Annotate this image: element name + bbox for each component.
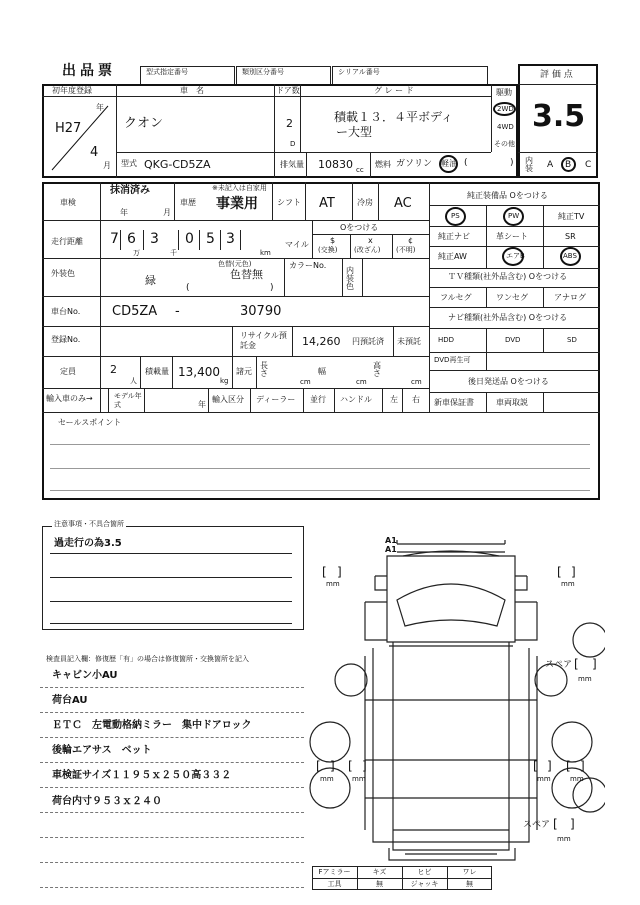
mm-spare-front: mm — [578, 675, 592, 683]
first-reg-year: H27 — [55, 121, 82, 136]
tv-analog: アナログ — [554, 293, 586, 302]
a1-label-1: A1 — [385, 536, 397, 545]
first-reg-label: 初年度登録 — [52, 86, 92, 95]
handle-label: ハンドル — [340, 395, 372, 404]
doors-value: 2 — [286, 117, 293, 130]
reg-no-label: 登録No. — [51, 335, 81, 344]
dealer-label: ディーラー — [256, 395, 296, 404]
capacity-value: 2 — [110, 363, 117, 376]
form-title: 出品票 — [62, 63, 116, 79]
mm-rear-right-1: mm — [537, 775, 551, 783]
fuel-label: 燃料 — [375, 160, 391, 169]
spare-front-label: スペア — [545, 660, 573, 670]
tv-title: ＴＶ種類(社外品含む) Oをつける — [448, 272, 568, 281]
navi-dvd: DVD — [505, 336, 521, 344]
mm-spare-rear: mm — [557, 835, 571, 843]
score-value: 3.5 — [532, 99, 586, 134]
doors-label: ドア数 — [276, 86, 300, 95]
inspector-label: 検査員記入欄：修復歴「有」の場合は修復箇所・交換箇所を記入 — [46, 655, 249, 663]
recycle-value: 14,260 — [302, 335, 341, 348]
inspector-line-1: キャビン小AU — [52, 670, 118, 681]
fuel-light-oil: 軽油 — [441, 159, 457, 168]
chassis-label: 車台No. — [51, 307, 81, 316]
mm-rear-left-2: mm — [352, 775, 366, 783]
equip-airbag: エアB — [506, 252, 525, 260]
mm-rear-left-1: mm — [320, 775, 334, 783]
recycle-label: リサイクル預託金 — [240, 331, 287, 350]
grade-value-1: 積載１３．４平ボディ — [334, 110, 454, 124]
bottom-value-1: 工具 — [327, 879, 342, 888]
length-label: 長さ — [260, 361, 268, 378]
height-label: 高さ — [373, 361, 381, 378]
inspect-label: 車検 — [60, 198, 76, 207]
score-label: 評 価 点 — [540, 70, 573, 80]
mileage-digit-1: 7 — [110, 231, 119, 247]
inspector-line-3: ＥＴＣ 左電動格納ミラー 集中ドアロック — [52, 720, 252, 731]
ac-value: AC — [394, 196, 412, 211]
mileage-label: 走行距離 — [51, 237, 83, 246]
drive-other: その他 — [494, 140, 515, 148]
dims-label: 諸元 — [236, 367, 252, 376]
a1-label-2: A1 — [385, 545, 397, 554]
displacement-label: 排気量 — [280, 160, 304, 169]
displacement-value: 10830 — [318, 158, 353, 171]
interior-color-label: 内装色 — [346, 266, 354, 291]
mileage-digit-2: 6 — [127, 231, 136, 247]
recycle-done: 円預託済 — [352, 337, 384, 346]
model-label: 型式 — [121, 159, 137, 168]
mileage-digit-4: 0 — [185, 231, 194, 247]
shift-value: AT — [319, 196, 335, 211]
dvd-play: DVD再生可 — [434, 356, 471, 364]
first-reg-month: 4 — [90, 145, 99, 160]
bottom-header-2: キズ — [372, 867, 387, 876]
mm-front-right: mm — [561, 580, 575, 588]
capacity-label: 定員 — [60, 367, 76, 376]
recolor-label: 色替(元色) — [218, 260, 252, 268]
after-manual: 車両取説 — [496, 398, 528, 407]
exterior-label: 外装色 — [51, 269, 75, 278]
ac-label: 冷房 — [357, 198, 373, 207]
spare-rear-label: スペア — [523, 820, 551, 830]
bottom-value-3: ジャッキ — [410, 879, 439, 888]
mm-front-left: mm — [326, 580, 340, 588]
sales-point-label: セールスポイント — [58, 418, 122, 427]
import-label: 輸入車のみ→ — [46, 394, 93, 403]
equip-sr: SR — [565, 232, 576, 241]
shift-label: シフト — [277, 198, 301, 207]
inspector-line-5: 車検証サイズ１１９５ｘ２５０高３３２ — [52, 770, 232, 781]
equip-pw: PW — [508, 212, 520, 220]
chassis-value-1: CD5ZA — [112, 304, 158, 319]
mileage-digit-6: 3 — [226, 231, 235, 247]
inspector-line-2: 荷台AU — [52, 695, 88, 706]
history-label: 車歴 — [180, 198, 196, 207]
drive-label: 駆動 — [496, 88, 512, 97]
truck-diagram — [305, 530, 605, 865]
fuel-gasoline: ガソリン — [396, 159, 433, 169]
equip-aw: 純正AW — [438, 252, 467, 261]
recolor-value: 色替無 — [230, 268, 263, 281]
equip-navi: 純正ナビ — [438, 232, 470, 241]
circle-note: Oをつける — [340, 223, 379, 232]
bottom-header-3: ヒビ — [417, 867, 432, 876]
interior-c: C — [585, 160, 592, 170]
mileage-digit-3: 3 — [150, 231, 159, 247]
exterior-value: 緑 — [145, 274, 156, 287]
drive-2wd: 2WD — [497, 105, 514, 113]
model-value: QKG-CD5ZA — [144, 158, 211, 171]
notes-line-1: 過走行の為3.5 — [54, 538, 122, 549]
notes-label: 注意事項・不具合箇所 — [54, 520, 124, 528]
history-note: ※未記入は自家用 — [212, 184, 267, 192]
equip-abs: ABS — [563, 252, 577, 260]
type-no-label: 型式指定番号 — [146, 68, 188, 76]
class-no-label: 類別区分番号 — [242, 68, 284, 76]
inspect-value: 抹消済み — [110, 185, 150, 196]
tv-oneseg: ワンセグ — [496, 293, 528, 302]
model-year-label: モデル年式 — [114, 392, 142, 409]
parallel-label: 並行 — [310, 395, 326, 404]
mile-label: マイル — [285, 240, 309, 249]
width-label: 幅 — [318, 367, 326, 376]
serial-label: シリアル番号 — [338, 68, 380, 76]
color-no-label: カラーNo. — [289, 261, 327, 270]
after-title: 後日発送品 Oをつける — [468, 377, 549, 386]
handle-right: 右 — [412, 395, 420, 404]
chassis-value-2: 30790 — [240, 304, 282, 319]
bottom-value-4: 無 — [466, 879, 473, 888]
navi-title: ナビ種類(社外品含む) Oをつける — [448, 313, 568, 322]
interior-label: 内装 — [525, 156, 533, 173]
recycle-not: 未預託 — [397, 337, 421, 346]
handle-left: 左 — [390, 395, 398, 404]
import-type-label: 輸入区分 — [212, 395, 244, 404]
interior-a: A — [547, 160, 554, 170]
name-label: 車 名 — [180, 86, 204, 95]
load-label: 積載量 — [145, 367, 169, 376]
drive-4wd: 4WD — [497, 123, 514, 131]
grade-label: グ レ ー ド — [374, 86, 414, 95]
history-value: 事業用 — [216, 196, 258, 212]
bottom-header-4: ワレ — [462, 867, 477, 876]
interior-b: B — [565, 160, 572, 170]
load-value: 13,400 — [178, 365, 220, 379]
mileage-digit-5: 5 — [206, 231, 215, 247]
inspector-line-4: 後輪エアサス ベット — [52, 745, 152, 756]
equipment-title: 純正装備品 Oをつける — [467, 191, 548, 200]
equip-leather: 革シート — [496, 232, 528, 241]
equip-tv: 純正TV — [558, 212, 585, 221]
bottom-header-1: Fアミラー — [318, 867, 351, 876]
inspector-line-6: 荷台内寸９５３ｘ２４０ — [52, 796, 162, 807]
navi-hdd: HDD — [438, 336, 455, 344]
navi-sd: SD — [567, 336, 577, 344]
grade-value-2: ー大型 — [336, 125, 373, 139]
after-warranty: 新車保証書 — [434, 398, 474, 407]
tv-fullseg: フルセグ — [440, 293, 472, 302]
mm-rear-right-2: mm — [570, 775, 584, 783]
vehicle-name: クオン — [124, 116, 164, 131]
bottom-value-2: 無 — [376, 879, 383, 888]
equip-ps: PS — [451, 212, 460, 220]
